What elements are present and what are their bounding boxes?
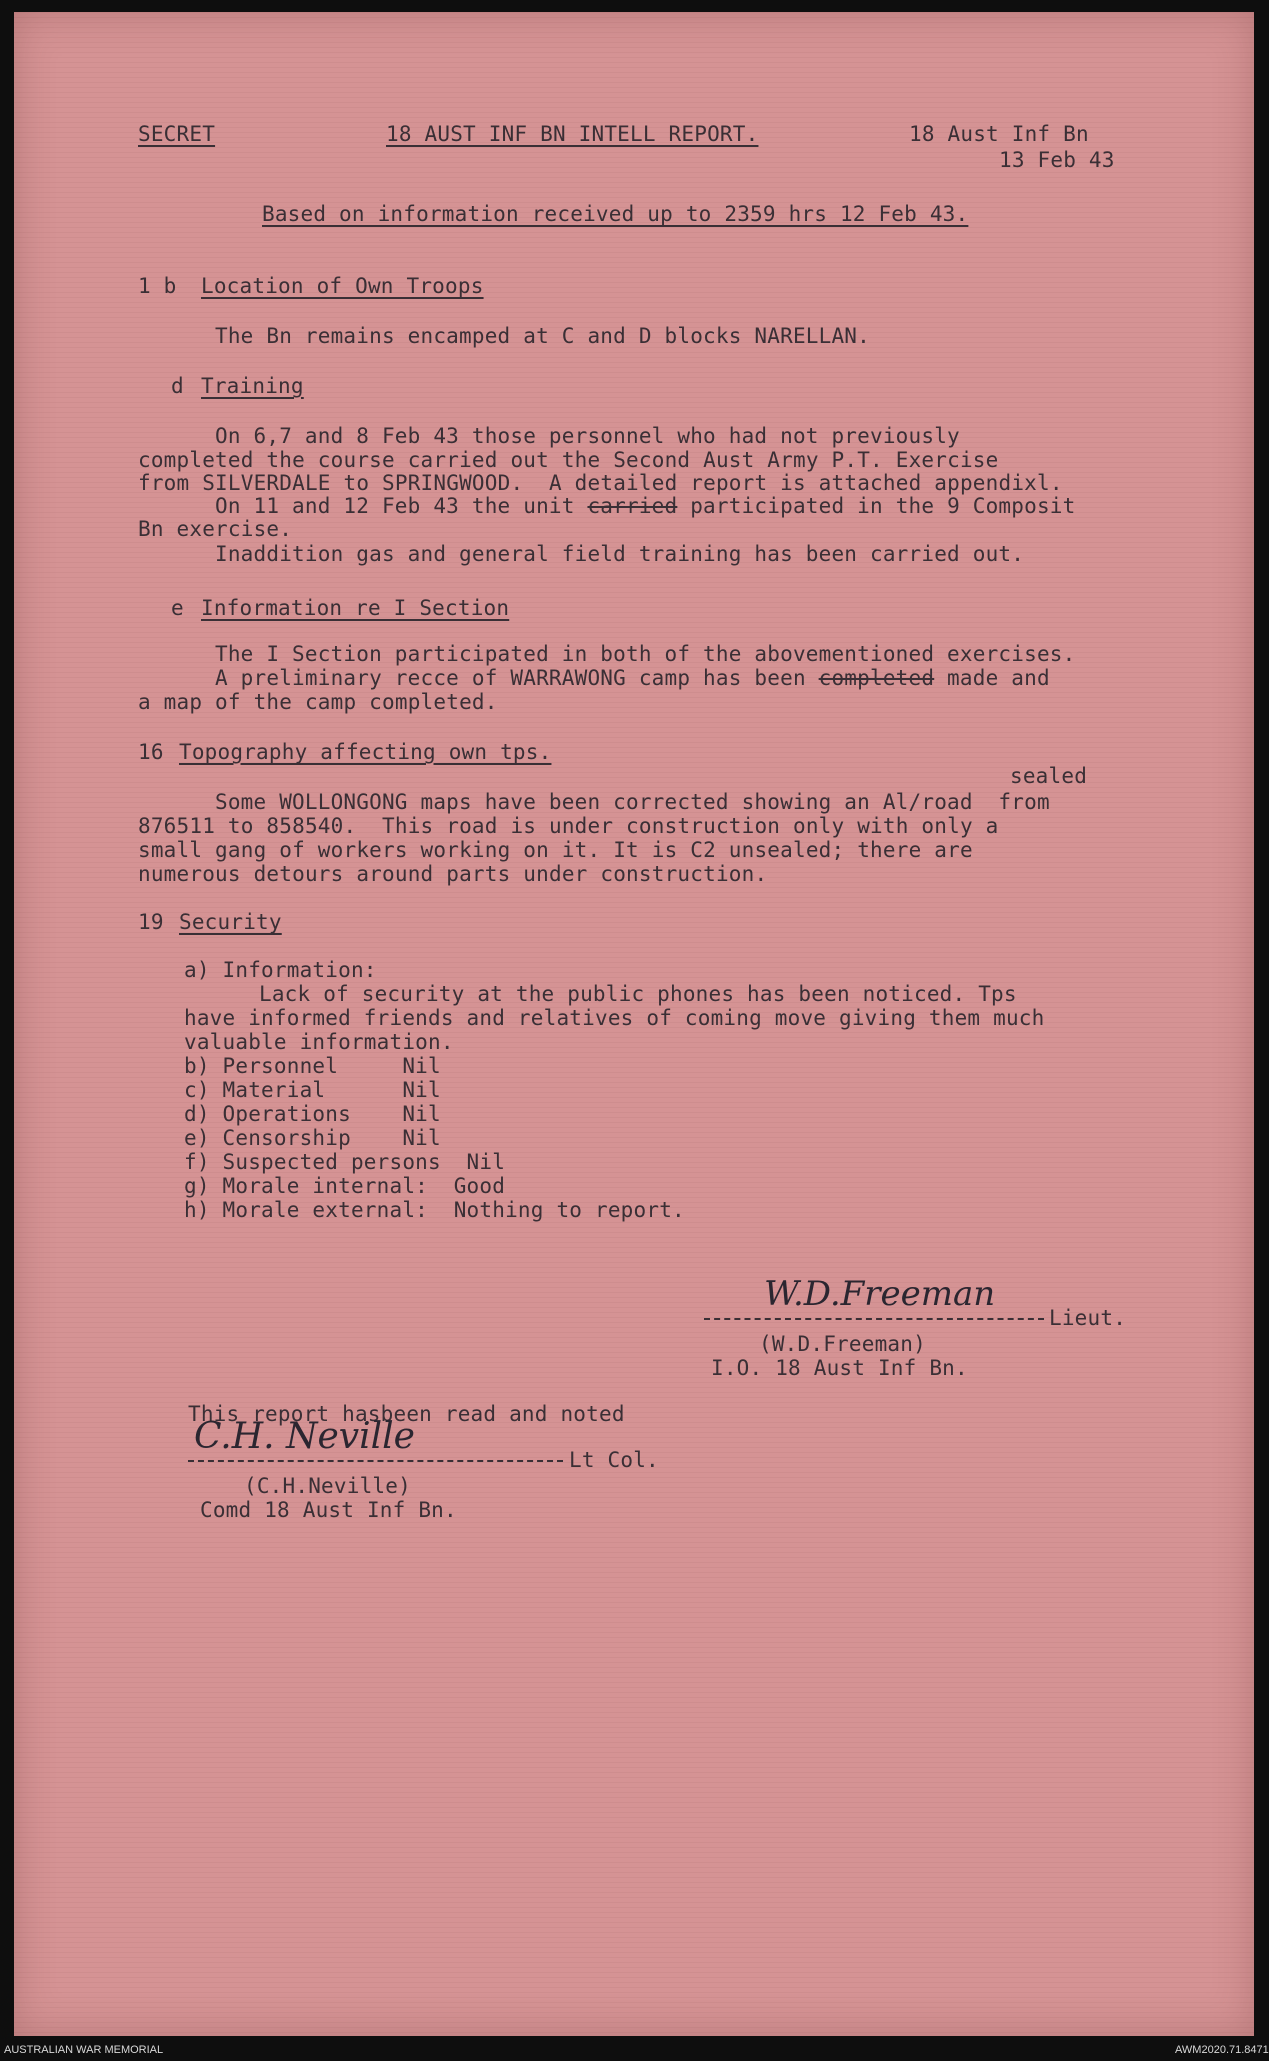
- list-item: c) Material Nil: [184, 1078, 441, 1102]
- section-letter: d: [171, 374, 184, 398]
- paragraph-line: [215, 666, 1050, 690]
- paragraph-line: 876511 to 858540. This road is under construction only with only a: [138, 814, 999, 838]
- section-number: 1 b: [138, 274, 177, 298]
- section-letter: e: [171, 596, 184, 620]
- text-run: A preliminary recce of WARRAWONG camp has been: [215, 666, 819, 690]
- signature-line: [704, 1318, 1044, 1320]
- signatory-appointment: Comd 18 Aust Inf Bn.: [200, 1498, 457, 1522]
- signature-line: [188, 1460, 563, 1462]
- noted-statement: This report hasbeen read and noted: [188, 1402, 625, 1426]
- section-number: 16: [138, 740, 164, 764]
- paragraph-line: valuable information.: [184, 1030, 454, 1054]
- text-run: On 11 and 12 Feb 43 the unit: [215, 494, 588, 518]
- paragraph-line: On 6,7 and 8 Feb 43 those personnel who had not previously: [215, 424, 960, 448]
- paragraph-line: The Bn remains encamped at C and D blocks NARELLAN.: [215, 324, 870, 348]
- section-number: 19: [138, 910, 164, 934]
- section-heading: Security: [179, 910, 282, 934]
- report-title: 18 AUST INF BN INTELL REPORT.: [386, 122, 759, 146]
- list-item: d) Operations Nil: [184, 1102, 441, 1126]
- info-basis-line: Based on information received up to 2359 hrs 12 Feb 43.: [262, 202, 969, 226]
- paragraph-line: The I Section participated in both of the abovementioned exercises.: [215, 642, 1076, 666]
- section-heading: Location of Own Troops: [201, 274, 484, 298]
- list-item: h) Morale external: Nothing to report.: [184, 1198, 685, 1222]
- report-date: 13 Feb 43: [999, 148, 1115, 172]
- paragraph-line: [215, 494, 1076, 518]
- document-sheet: [14, 12, 1254, 2036]
- list-item: g) Morale internal: Good: [184, 1174, 506, 1198]
- section-heading: Topography affecting own tps.: [179, 740, 552, 764]
- paragraph-line: completed the course carried out the Second Aust Army P.T. Exercise: [138, 448, 999, 472]
- archive-reference: AWM2020.71.8471: [1175, 2044, 1269, 2056]
- signatory-rank: Lt Col.: [569, 1448, 659, 1472]
- unit-name: 18 Aust Inf Bn: [909, 122, 1089, 146]
- co-signature: C.H. Neville: [194, 1416, 415, 1457]
- list-item: b) Personnel Nil: [184, 1054, 441, 1078]
- section-heading: Information re I Section: [201, 596, 510, 620]
- io-signature: W.D.Freeman: [764, 1274, 996, 1314]
- paragraph-line: Bn exercise.: [138, 517, 293, 541]
- paragraph-line: from SILVERDALE to SPRINGWOOD. A detailed report is attached appendixl.: [138, 471, 1063, 495]
- struck-word: completed: [818, 666, 935, 690]
- paragraph-line: Inaddition gas and general field training has been carried out.: [215, 542, 1025, 566]
- struck-word: carried: [587, 494, 678, 518]
- signatory-name: (W.D.Freeman): [759, 1332, 926, 1356]
- paragraph-line: small gang of workers working on it. It is C2 unsealed; there are: [138, 838, 973, 862]
- inserted-word: sealed: [1010, 764, 1088, 788]
- paragraph-line: Lack of security at the public phones has been noticed. Tps: [259, 982, 1017, 1006]
- signatory-rank: Lieut.: [1049, 1306, 1127, 1330]
- paragraph-line: have informed friends and relatives of coming move giving them much: [184, 1006, 1045, 1030]
- paragraph-line: a map of the camp completed.: [138, 690, 498, 714]
- signatory-appointment: I.O. 18 Aust Inf Bn.: [711, 1356, 968, 1380]
- item-label: a) Information:: [184, 958, 377, 982]
- text-run: participated in the 9 Composit: [677, 494, 1076, 518]
- classification-label: SECRET: [138, 122, 216, 146]
- text-run: made and: [934, 666, 1050, 690]
- list-item: e) Censorship Nil: [184, 1126, 441, 1150]
- signatory-name: (C.H.Neville): [244, 1474, 411, 1498]
- archive-label: AUSTRALIAN WAR MEMORIAL: [4, 2044, 164, 2056]
- section-heading: Training: [201, 374, 304, 398]
- paragraph-line: Some WOLLONGONG maps have been corrected showing an Al/road from: [215, 790, 1050, 814]
- list-item: f) Suspected persons Nil: [184, 1150, 506, 1174]
- paragraph-line: numerous detours around parts under construction.: [138, 862, 768, 886]
